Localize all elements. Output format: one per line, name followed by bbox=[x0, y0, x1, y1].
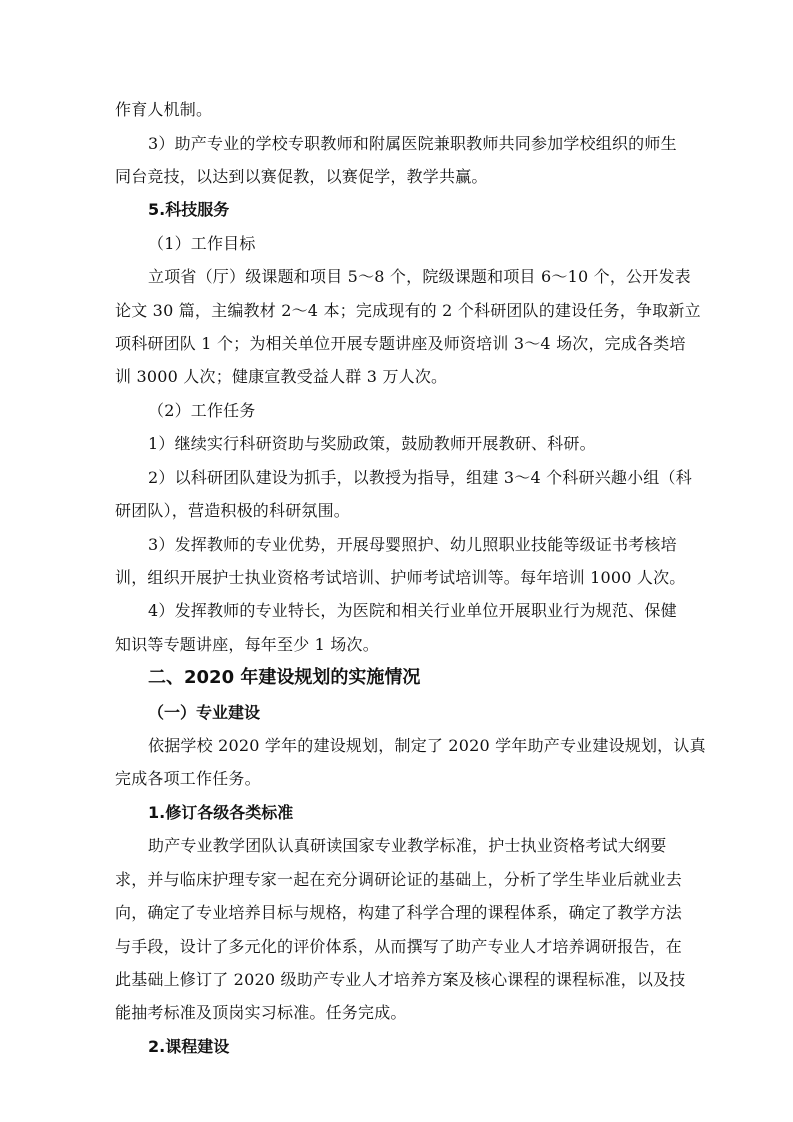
paragraph-line: 知识等专题讲座，每年至少 1 场次。 bbox=[115, 635, 379, 654]
paragraph-line: 求，并与临床护理专家一起在充分调研论证的基础上，分析了学生毕业后就业去 bbox=[115, 870, 683, 889]
paragraph-line: 作育人机制。 bbox=[115, 100, 213, 119]
chapter-heading: 二、2020 年建设规划的实施情况 bbox=[148, 667, 421, 688]
paragraph-line: 依据学校 2020 学年的建设规划，制定了 2020 学年助产专业建设规划，认真 bbox=[148, 736, 706, 755]
paragraph-line: 助产专业教学团队认真研读国家专业教学标准，护士执业资格考试大纲要 bbox=[148, 836, 667, 855]
subsection-heading: （1）工作目标 bbox=[148, 234, 256, 253]
section-heading: 5.科技服务 bbox=[148, 200, 230, 219]
paragraph-line: 立项省（厅）级课题和项目 5～8 个，院级课题和项目 6～10 个，公开发表 bbox=[148, 267, 691, 286]
list-item: 3）助产专业的学校专职教师和附属医院兼职教师共同参加学校组织的师生 bbox=[148, 134, 677, 153]
paragraph-line: 研团队），营造积极的科研氛围。 bbox=[115, 501, 351, 520]
paragraph-line: 训 3000 人次；健康宣教受益人群 3 万人次。 bbox=[115, 367, 448, 386]
subsection-heading: （2）工作任务 bbox=[148, 401, 256, 420]
paragraph-line: 与手段，设计了多元化的评价体系，从而撰写了助产专业人才培养调研报告，在 bbox=[115, 937, 683, 956]
list-item: 4）发挥教师的专业特长，为医院和相关行业单位开展职业行为规范、保健 bbox=[148, 601, 677, 620]
paragraph-line: 训，组织开展护士执业资格考试培训、护师考试培训等。每年培训 1000 人次。 bbox=[115, 568, 686, 587]
paragraph-line: 能抽考标准及顶岗实习标准。任务完成。 bbox=[115, 1003, 407, 1022]
list-item: 3）发挥教师的专业优势，开展母婴照护、幼儿照职业技能等级证书考核培 bbox=[148, 535, 677, 554]
paragraph-line: 论文 30 篇，主编教材 2～4 本；完成现有的 2 个科研团队的建设任务，争取新立 bbox=[115, 301, 701, 320]
paragraph-line: 向，确定了专业培养目标与规格，构建了科学合理的课程体系，确定了教学方法 bbox=[115, 903, 683, 922]
paragraph-line: 完成各项工作任务。 bbox=[115, 769, 261, 788]
paragraph-line: 项科研团队 1 个；为相关单位开展专题讲座及师资培训 3～4 场次，完成各类培 bbox=[115, 334, 686, 353]
section-heading: 1.修订各级各类标准 bbox=[148, 803, 294, 822]
subsection-heading: （一）专业建设 bbox=[148, 703, 261, 722]
section-heading: 2.课程建设 bbox=[148, 1037, 230, 1056]
paragraph-line: 同台竞技，以达到以赛促教，以赛促学，教学共赢。 bbox=[115, 167, 488, 186]
list-item: 2）以科研团队建设为抓手，以教授为指导，组建 3～4 个科研兴趣小组（科 bbox=[148, 468, 692, 487]
list-item: 1）继续实行科研资助与奖励政策，鼓励教师开展教研、科研。 bbox=[148, 434, 596, 453]
paragraph-line: 此基础上修订了 2020 级助产专业人才培养方案及核心课程的课程标准，以及技 bbox=[115, 970, 686, 989]
